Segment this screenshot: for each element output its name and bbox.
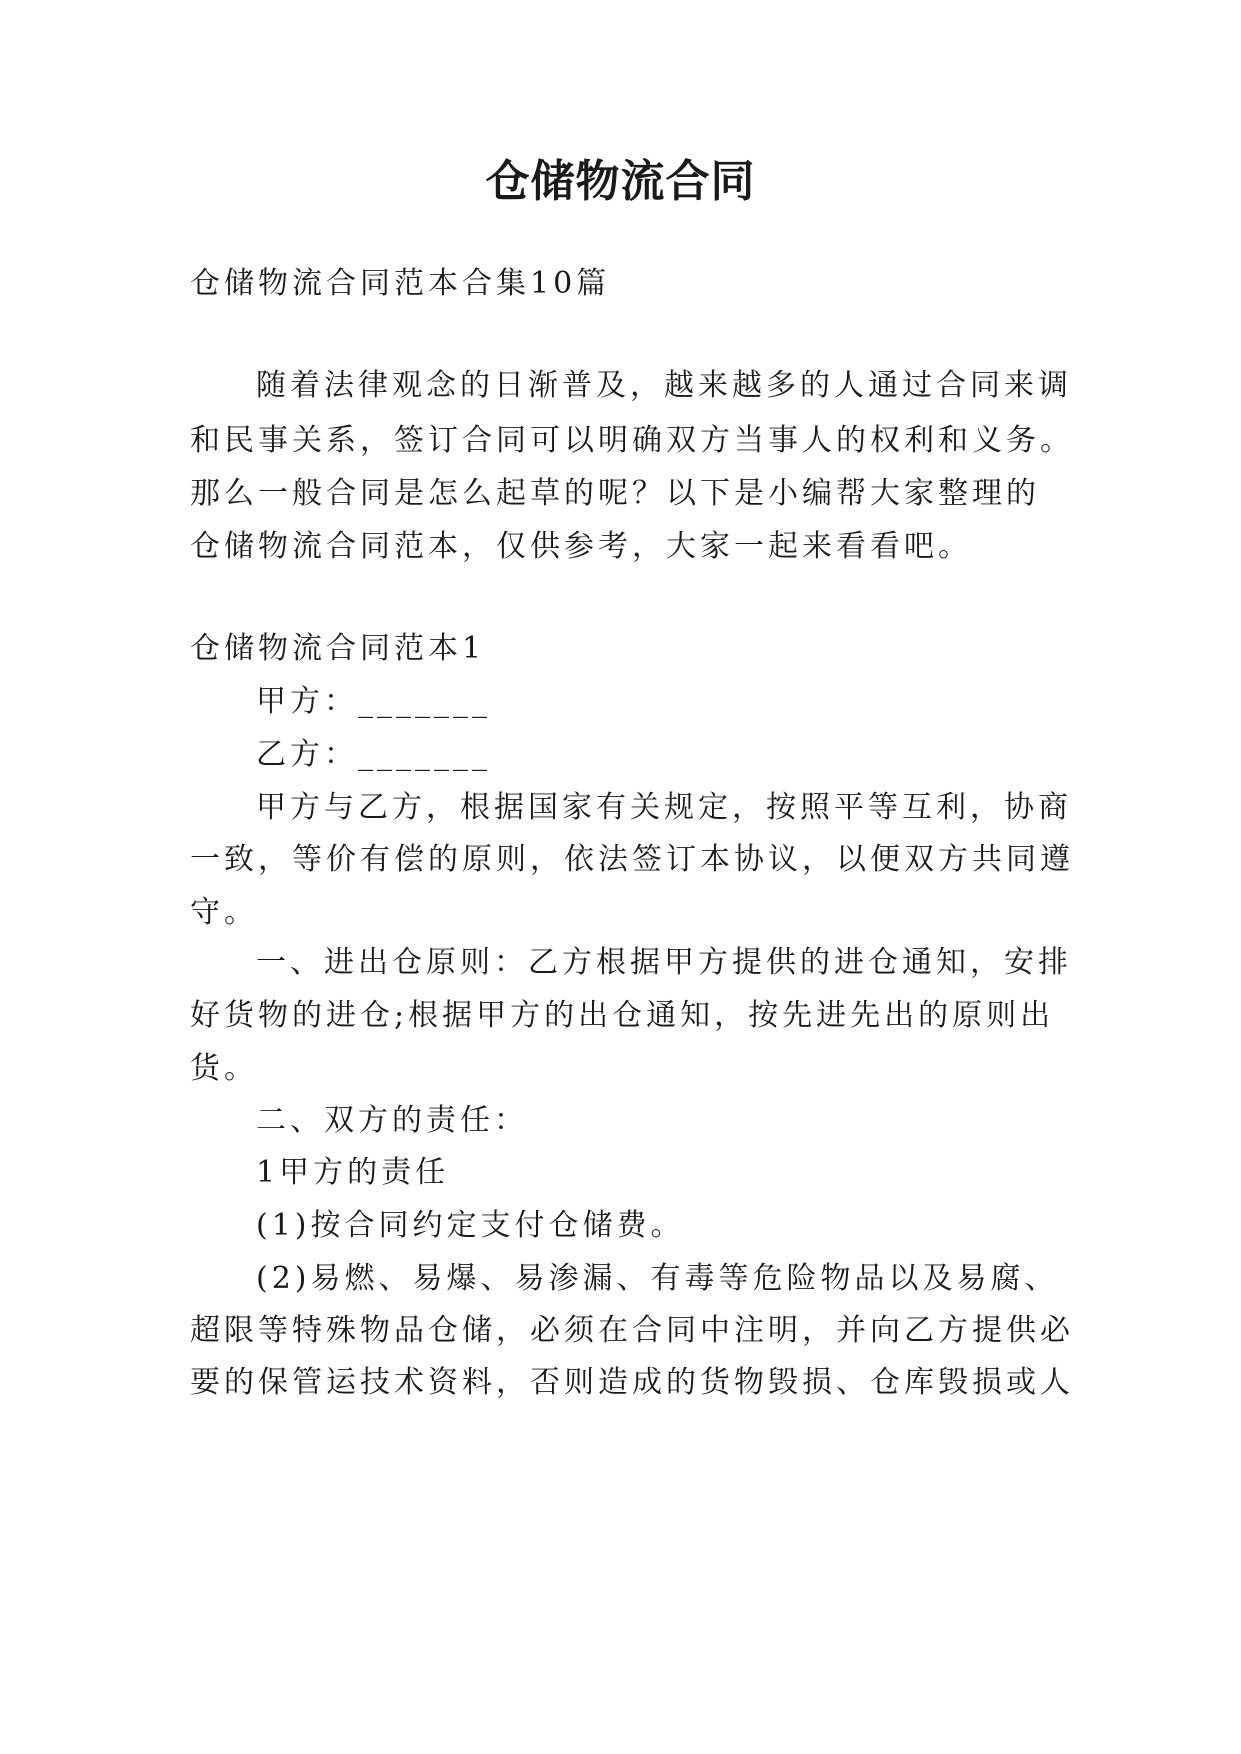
duty-item-line: 超限等特殊物品仓储，必须在合同中注明，并向乙方提供必 [190, 1313, 1074, 1348]
agreement-line: 甲方与乙方，根据国家有关规定，按照平等互利，协商 [256, 790, 1072, 825]
section-heading: 仓储物流合同范本1 [190, 631, 486, 666]
agreement-line: 守。 [190, 895, 258, 930]
clause2-heading: 二、双方的责任： [256, 1103, 528, 1138]
party-a-duty-heading: 1甲方的责任 [256, 1155, 450, 1190]
intro-line: 那么一般合同是怎么起草的呢？以下是小编帮大家整理的 [190, 476, 1040, 511]
duty-item-line: (2)易燃、易爆、易渗漏、有毒等危险物品以及易腐、 [256, 1261, 1059, 1296]
clause1-line: 好货物的进仓;根据甲方的出仓通知，按先进先出的原则出 [190, 998, 1055, 1033]
duty-item: (1)按合同约定支付仓储费。 [256, 1208, 685, 1243]
document-subtitle: 仓储物流合同范本合集10篇 [190, 266, 611, 301]
document-title: 仓储物流合同 [485, 156, 756, 207]
intro-line: 仓储物流合同范本，仅供参考，大家一起来看看吧。 [190, 529, 972, 564]
clause1-line: 货。 [190, 1051, 258, 1086]
party-a-line: 甲方：_______ [256, 684, 491, 719]
party-b-line: 乙方：_______ [256, 737, 491, 772]
intro-line: 随着法律观念的日渐普及，越来越多的人通过合同来调 [256, 368, 1072, 403]
clause1-line: 一、进出仓原则：乙方根据甲方提供的进仓通知，安排 [256, 945, 1072, 980]
agreement-line: 一致，等价有偿的原则，依法签订本协议，以便双方共同遵 [190, 842, 1074, 877]
duty-item-line: 要的保管运技术资料，否则造成的货物毁损、仓库毁损或人 [190, 1365, 1074, 1400]
intro-line: 和民事关系，签订合同可以明确双方当事人的权利和义务。 [190, 423, 1074, 458]
